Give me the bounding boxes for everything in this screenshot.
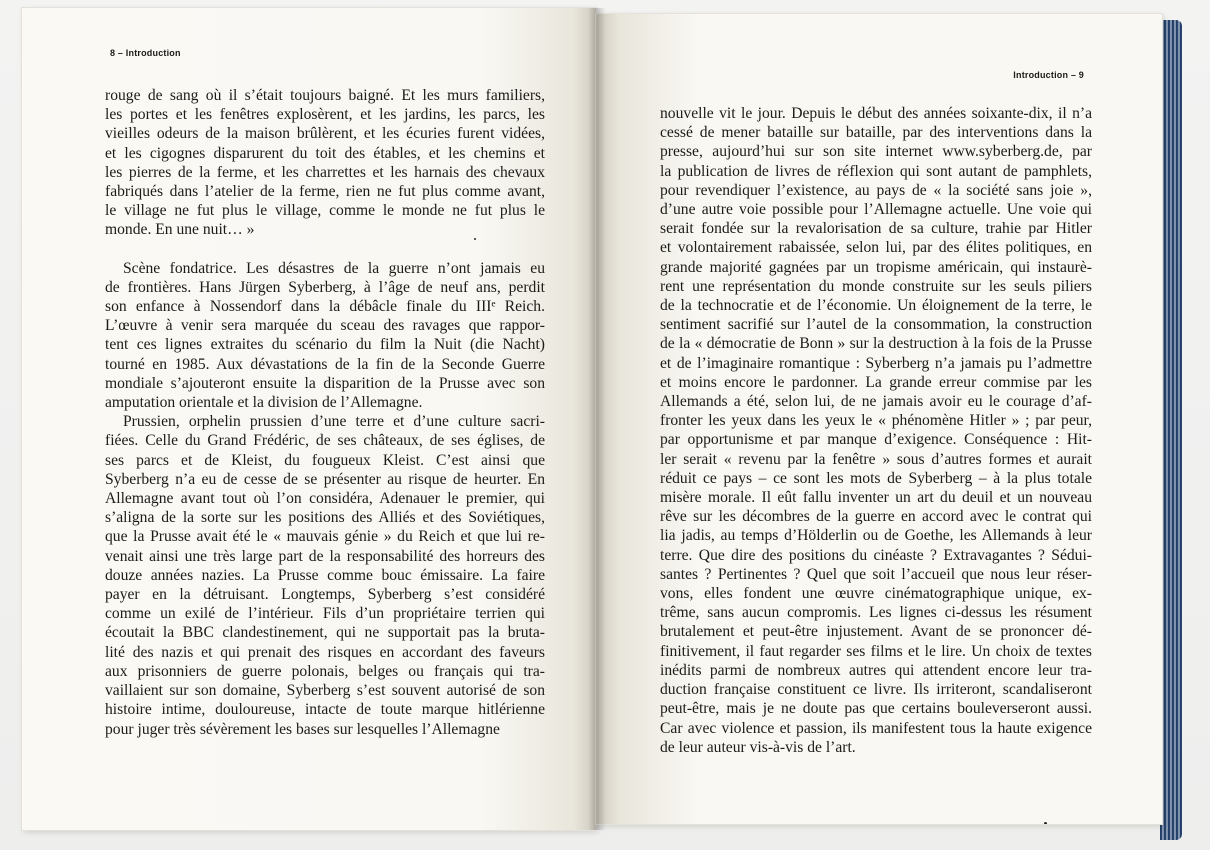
text-line: les pierres de la ferme, et les charrettes et les harnais des chevaux — [105, 163, 545, 181]
text-line: rouge de sang où il s’était toujours baigné. Et les murs familiers, — [105, 87, 545, 104]
text-line: pour revendiquer l’existence, au pays de « la société sans joie », — [660, 181, 1092, 199]
text-line: de la « démocratie de Bonn » sur la destruction à la fois de la Prusse — [660, 335, 1092, 353]
text-line: monde. En une nuit… » — [105, 221, 255, 239]
text-line: sentiment sacrifié sur l’autel de la consommation, la construction — [660, 316, 1092, 334]
text-line: payer en la détruisant. Longtemps, Syberberg s’est considéré — [105, 586, 545, 604]
text-line: fiées. Celle du Grand Frédéric, de ses châteaux, de ses églises, de — [105, 432, 545, 450]
text-line: serait fondée sur la revalorisation de sa culture, trahie par Hitler — [660, 220, 1092, 238]
text-line: son enfance à Nossendorf dans la débâcle finale du IIIᵉ Reich. — [105, 298, 545, 316]
text-line: Scène fondatrice. Les désastres de la guerre n’ont jamais eu — [123, 259, 545, 277]
paragraph-gap — [105, 240, 545, 259]
text-line: écoutait la BBC clandestinement, qui ne supportait pas la bruta- — [105, 624, 545, 642]
text-line: venait ainsi une très large part de la responsabilité des horreurs des — [105, 547, 545, 565]
text-line: trême, sans aucun compromis. Les lignes ci-dessus les résument — [660, 604, 1092, 622]
text-line: vieilles odeurs de la maison brûlèrent, et les écuries furent vidées, — [105, 125, 545, 143]
text-line: de frontières. Hans Jürgen Syberberg, à l’âge de neuf ans, perdit — [105, 278, 545, 296]
text-line: ler serait « revenu par la fenêtre » sous d’autres formes et aurait — [660, 450, 1092, 468]
text-line: brutalement et peut-être injustement. Avant de se prononcer dé- — [660, 623, 1092, 641]
text-line: Car avec violence et passion, ils manifestent tous la haute exigence — [660, 719, 1092, 737]
ink-speck — [474, 238, 476, 240]
text-line: Prussien, orphelin prussien d’une terre et d’une culture sacri- — [123, 413, 545, 431]
text-line: lité des nazis et qui prenait des risques en accordant des faveurs — [105, 643, 545, 661]
text-line: peut-être, mais je ne doute pas que certains bouleverseront aussi. — [660, 700, 1092, 718]
text-line: histoire intime, douloureuse, intacte de toute marque hitlérienne — [105, 701, 545, 719]
text-line: de la technocratie et de l’économie. Un éloignement de la terre, le — [660, 297, 1092, 315]
ink-speck — [1044, 822, 1047, 824]
text-line: s’aligna de la sorte sur les positions des Alliés et des Soviétiques, — [105, 509, 545, 527]
text-line: d’une autre voie possible pour l’Allemagne actuelle. Une voie qui — [660, 201, 1092, 219]
text-line: misère morale. Il eût fallu inventer un art du deuil et un nouveau — [660, 489, 1092, 507]
text-line: santes ? Pertinentes ? Quel que soit l’accueil que nous leur réser- — [660, 565, 1092, 583]
text-line: douze années nazies. La Prusse comme bouc émissaire. La faire — [105, 566, 545, 584]
text-line: la publication de livres de réflexion qui sont autant de pamphlets, — [660, 162, 1092, 180]
text-line: duction française constituent ce livre. Ils irriteront, scandaliseront — [660, 681, 1092, 699]
text-line: et de l’imaginaire romantique : Syberberg n’a jamais pu l’admettre — [660, 354, 1092, 372]
text-line: nouvelle vit le jour. Depuis le début des années soixante-dix, il n’a — [660, 105, 1092, 122]
text-line: inédits parmi de nombreux autres qui attendent encore leur tra- — [660, 661, 1092, 679]
text-line: finitivement, il faut regarder ses films et le lire. Un choix de textes — [660, 642, 1092, 660]
text-line: que la Prusse avait été le « mauvais génie » du Reich et que lui re- — [105, 528, 545, 546]
text-line: terre. Que dire des positions du cinéaste ? Extravagantes ? Sédui- — [660, 546, 1092, 564]
text-line: réduit ce pays – ce sont les mots de Syberberg – à la plus totale — [660, 469, 1092, 487]
text-line: rêve sur les décombres de la guerre en accord avec le contrat qui — [660, 508, 1092, 526]
text-line: par opportunisme et par manque d’exigence. Conséquence : Hit- — [660, 431, 1092, 449]
text-line: lia jadis, au temps d’Hölderlin ou de Goethe, les Allemands à leur — [660, 527, 1092, 545]
text-line: L’œuvre à venir sera marquée du sceau des ravages que rappor- — [105, 317, 545, 335]
left-page-text — [105, 86, 545, 739]
text-line: grande majorité gagnées par un tropisme américain, qui instaurè- — [660, 258, 1092, 276]
text-line: et les cigognes disparurent du toit des étables, et les chemins et — [105, 144, 545, 162]
text-line: le village ne fut plus le village, comme le monde ne fut plus le — [105, 202, 545, 220]
text-line: rent une représentation du monde construite sur les seuls piliers — [660, 277, 1092, 295]
text-line: et moins encore le pardonner. La grande erreur commise par les — [660, 373, 1092, 391]
book-gutter — [588, 8, 606, 830]
text-line: Syberberg n’a eu de cesse de se présenter au risque de heurter. En — [105, 470, 545, 488]
text-line: cessé de mener bataille sur bataille, par des interventions dans la — [660, 124, 1092, 142]
right-page — [596, 14, 1162, 824]
text-line: presse, aujourd’hui sur son site internet www.syberberg.de, par — [660, 143, 1092, 161]
text-line: pour juger très sévèrement les bases sur lesquelles l’Allemagne — [105, 720, 500, 738]
text-line: de leur auteur vis-à-vis de l’art. — [660, 738, 856, 756]
text-line: fronter les yeux dans les yeux le « phénomène Hitler » ; par peur, — [660, 412, 1092, 430]
text-line: Allemagne avant tout où l’on considéra, Adenauer le premier, qui — [105, 490, 545, 508]
left-running-head: 8 – Introduction — [110, 48, 181, 58]
book-page-edges — [1160, 20, 1182, 840]
right-running-head: Introduction – 9 — [1013, 70, 1084, 80]
text-line: vaillaient sur son domaine, Syberberg s’est souvent autorisé de son — [105, 682, 545, 700]
left-page — [22, 8, 596, 830]
text-line: les portes et les fenêtres explosèrent, et les jardins, les parcs, les — [105, 106, 545, 124]
text-line: tourné en 1985. Aux dévastations de la fin de la Seconde Guerre — [105, 355, 545, 373]
text-line: et volontairement rabaissée, selon lui, par des élites politiques, en — [660, 239, 1092, 257]
text-line: mondiale s’ajouteront ensuite la disparition de la Prusse avec son — [105, 374, 545, 392]
text-line: amputation orientale et la division de l’Allemagne. — [105, 394, 423, 412]
text-line: tent ces lignes extraites du scénario du film la Nuit (die Nacht) — [105, 336, 545, 354]
text-line: vons, elles fondent une œuvre cinématographique unique, ex- — [660, 585, 1092, 603]
right-page-text — [660, 104, 1092, 757]
text-line: fabriqués dans l’atelier de la ferme, rien ne fut plus comme avant, — [105, 183, 545, 201]
text-line: comme un exilé de l’intérieur. Fils d’un propriétaire terrien qui — [105, 605, 545, 623]
text-line: aux prisonniers de guerre polonais, belges ou français qui tra- — [105, 662, 545, 680]
text-line: Allemands a été, selon lui, de ne jamais avoir eu le courage d’af- — [660, 393, 1092, 411]
text-line: ses parcs et de Kleist, du fougueux Kleist. C’est ainsi que — [105, 451, 545, 469]
